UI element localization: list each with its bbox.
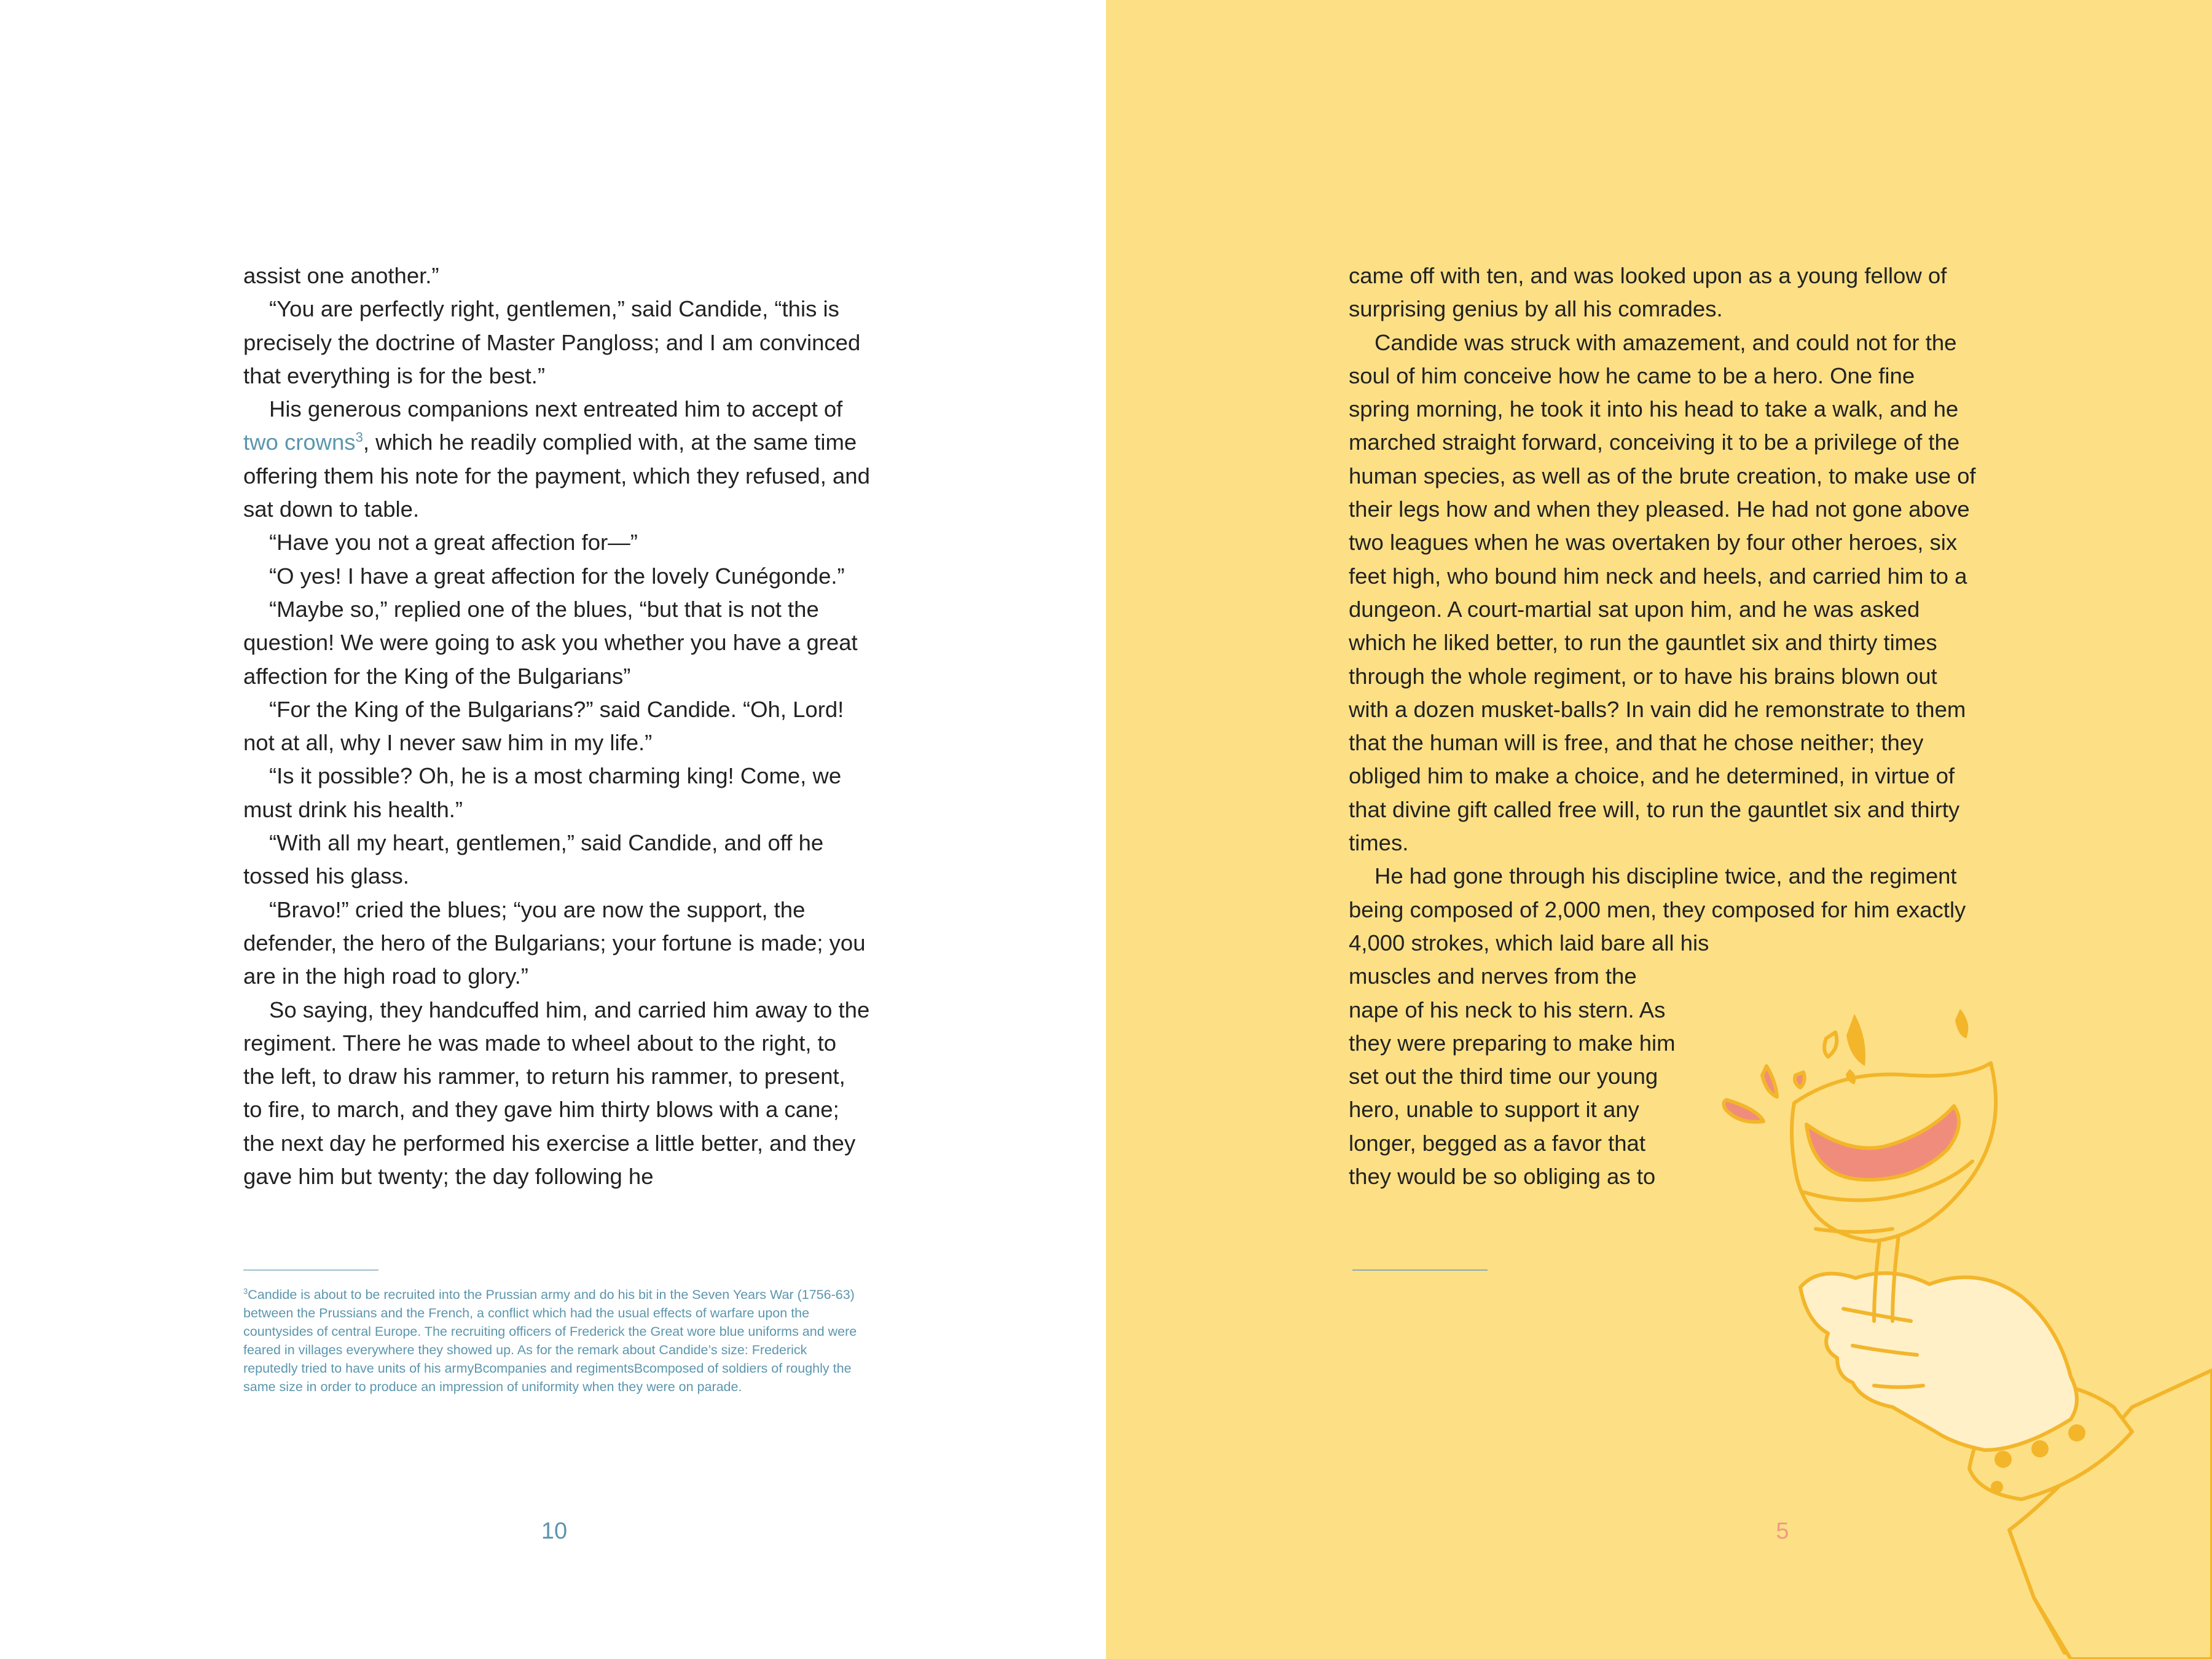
narrow-text-line: set out the third time our young [1349,1064,1658,1089]
footnote [243,1285,864,1396]
footnote-number: 3 [243,1286,248,1296]
paragraph: Candide was struck with amazement, and could not for the soul of him conceive how he came to be a hero. One fine spring morning, he took it into his head to take a walk, and he marched straight forward, conceiving it to be a privilege of the human species, as well as of the brute creation, to make use of their legs how and when they pleased. He had not gone above two leagues when he was overtaken by four other heroes, six feet high, who bound him neck and heels, and carried him to a dungeon. A court-martial sat upon him, and he was asked which he liked better, to run the gauntlet six and thirty times through the whole regiment, or to have his brains blown out with a dozen musket-balls? In vain did he remonstrate to them that the human will is free, and that he chose neither; they obliged him to make a choice, and he determined, in virtue of that divine gift called free will, to run the gauntlet six and thirty times. [1349,329,1976,856]
paragraph: assist one another.” [243,263,439,288]
footnote-rule-right [1352,1269,1488,1271]
paragraph-text: , which he readily complied with, at the same time offering them his note for the payment, which they refused, and sat down to table. [243,429,870,522]
paragraph-text: His generous companions next entreated him to accept of [269,396,843,422]
narrow-text-line: they would be so obliging as to [1349,1164,1656,1190]
paragraph: “Bravo!” cried the blues; “you are now the support, the defender, the hero of the Bulgarians; your fortune is made; you are in the high road to glory.” [243,896,866,989]
splash-2 [1762,1066,1777,1097]
paragraph: came off with ten, and was looked upon as a young fellow of surprising genius by all his comrades. [1349,263,1947,322]
paragraph [243,393,870,526]
left-body-text [243,259,870,1193]
paragraph: So saying, they handcuffed him, and carried him away to the regiment. There he was made to wheel about to the right, to the left, to draw his rammer, to return his rammer, to present, to fire, to march, and they gave him thirty blows with a cane; the next day he performed his exercise a little better, and they gave him but twenty; the day following he [243,997,870,1190]
paragraph: “Maybe so,” replied one of the blues, “but that is not the question! We were going to ask you whether you have a great affection for the King of the Bulgarians” [243,596,858,689]
paragraph: “With all my heart, gentlemen,” said Candide, and off he tossed his glass. [243,830,824,889]
wine-glass-toast-illustration [1690,977,2212,1659]
narrow-text-line: they were preparing to make him [1349,1030,1676,1056]
right-paragraphs [1349,259,1979,960]
splash-1 [1724,1100,1763,1122]
narrow-text-line: longer, begged as a favor that [1349,1130,1645,1156]
splash-4 [1795,1072,1805,1088]
paragraph: “You are perfectly right, gentlemen,” said Candide, “this is precisely the doctrine of Master Pangloss; and I am convinced that everything is for the best.” [243,296,861,388]
footnote-text: Candide is about to be recruited into the Prussian army and do his bit in the Seven Years War (1756-63) between the Prussians and the French, a conflict which had the usual effects of warfare upon the countysides of central Europe. The recruiting officers of Frederick the Great wore blue uniforms and were feared in villages everywhere they showed up. As for the remark about Candide’s size: Frederick reputedly tried to have units of his armyBcompanies and regimentsBcomposed of soldiers of roughly the same size in order to produce an impression of uniformity when they were on parade. [243,1287,857,1394]
paragraph: “O yes! I have a great affection for the lovely Cunégonde.” [269,563,845,589]
paragraph: “Have you not a great affection for—” [269,530,638,555]
paragraph: He had gone through his discipline twice, and the regiment being composed of 2,000 men, they composed for him exactly 4,000 strokes, which laid bare all his [1349,863,1966,955]
page-number-right: 5 [1776,1518,1789,1544]
footnote-reference-link[interactable]: two crowns [243,429,356,455]
paragraph: “For the King of the Bulgarians?” said Candide. “Oh, Lord! not at all, why I never saw him in my life.” [243,696,844,756]
hand-shape [1800,1273,2077,1450]
narrow-text-line: hero, unable to support it any [1349,1097,1639,1123]
narrow-text-line: muscles and nerves from the [1349,963,1637,989]
footnote-rule [243,1269,378,1271]
footnote-marker[interactable]: 3 [355,429,363,445]
page-number-left: 10 [541,1518,568,1544]
right-page [1106,0,2212,1659]
paragraph: “Is it possible? Oh, he is a most charming king! Come, we must drink his health.” [243,763,842,822]
narrow-text-block [1349,960,1705,1193]
splash-3 [1824,1032,1837,1057]
narrow-text-line: nape of his neck to his stern. As [1349,997,1666,1022]
